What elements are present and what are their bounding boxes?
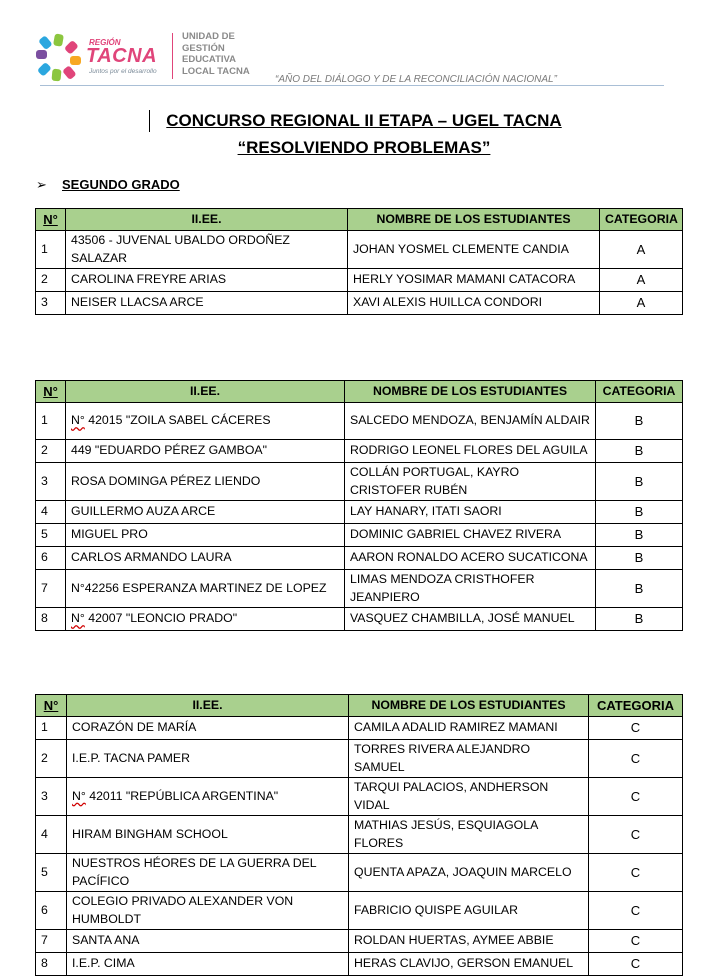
row-no: 3: [36, 463, 66, 501]
row-student: TORRES RIVERA ALEJANDRO SAMUEL: [349, 740, 589, 778]
row-student: SALCEDO MENDOZA, BENJAMÍN ALDAIR: [345, 403, 596, 440]
table-row: [36, 953, 683, 976]
ugel-name: UNIDAD DE GESTIÓN EDUCATIVA LOCAL TACNA: [182, 31, 250, 78]
row-no: 8: [36, 953, 67, 976]
row-category: C: [589, 717, 683, 740]
row-school: CARLOS ARMANDO LAURA: [66, 547, 345, 570]
row-category: C: [589, 892, 683, 930]
row-category: A: [600, 292, 683, 315]
row-student: RODRIGO LEONEL FLORES DEL AGUILA: [345, 440, 596, 463]
row-school: [66, 608, 345, 631]
row-student: JOHAN YOSMEL CLEMENTE CANDIA: [348, 231, 600, 269]
logo-region-text: REGIÓN: [89, 38, 121, 47]
row-no: 7: [36, 930, 67, 953]
row-category: C: [589, 816, 683, 854]
row-category: C: [589, 854, 683, 892]
row-category: C: [589, 778, 683, 816]
table-row: [36, 778, 683, 816]
document-title: CONCURSO REGIONAL II ETAPA – UGEL TACNA: [166, 111, 562, 130]
bullet-arrow-icon: ➢: [36, 177, 47, 192]
row-school: [67, 778, 349, 816]
col-header-category: CATEGORIA: [589, 695, 683, 717]
row-school: 449 "EDUARDO PÉREZ GAMBOA": [66, 440, 345, 463]
row-no: 6: [36, 547, 66, 570]
row-student: LAY HANARY, ITATI SAORI: [345, 501, 596, 524]
row-no: 3: [36, 292, 66, 315]
row-school: HIRAM BINGHAM SCHOOL: [67, 816, 349, 854]
row-student: CAMILA ADALID RAMIREZ MAMANI: [349, 717, 589, 740]
row-student: HERLY YOSIMAR MAMANI CATACORA: [348, 269, 600, 292]
row-no: 2: [36, 269, 66, 292]
row-category: C: [589, 953, 683, 976]
table-header-row: [36, 695, 683, 717]
row-student: DOMINIC GABRIEL CHAVEZ RIVERA: [345, 524, 596, 547]
row-no: 1: [36, 403, 66, 440]
table-row: [36, 816, 683, 854]
row-school: COLEGIO PRIVADO ALEXANDER VON HUMBOLDT: [67, 892, 349, 930]
row-no: 3: [36, 778, 67, 816]
table-row: [36, 292, 683, 315]
results-table-category-c: [35, 694, 683, 976]
col-header-category: CATEGORIA: [600, 209, 683, 231]
letterhead: [0, 0, 728, 90]
row-category: C: [589, 740, 683, 778]
header-rule: [40, 85, 664, 86]
col-header-students: NOMBRE DE LOS ESTUDIANTES: [348, 209, 600, 231]
results-table-category-a: [35, 208, 683, 315]
row-school: 43506 - JUVENAL UBALDO ORDOÑEZ SALAZAR: [66, 231, 348, 269]
school-name: 42011 "REPÚBLICA ARGENTINA": [85, 788, 279, 803]
logo-tagline: Juntos por el desarrollo: [89, 68, 157, 75]
row-student: MATHIAS JESÚS, ESQUIAGOLA FLORES: [349, 816, 589, 854]
table-row: [36, 854, 683, 892]
row-category: B: [596, 570, 683, 608]
col-header-category: CATEGORIA: [596, 381, 683, 403]
grade-label: SEGUNDO GRADO: [62, 177, 180, 192]
row-school: CORAZÓN DE MARÍA: [67, 717, 349, 740]
table-header-row: [36, 209, 683, 231]
col-header-school: II.EE.: [66, 209, 348, 231]
row-no: 5: [36, 854, 67, 892]
row-no: 6: [36, 892, 67, 930]
school-name: 42015 "ZOILA SABEL CÁCERES: [84, 413, 271, 428]
col-header-no: N°: [36, 209, 66, 231]
row-school: CAROLINA FREYRE ARIAS: [66, 269, 348, 292]
row-student: TARQUI PALACIOS, ANDHERSON VIDAL: [349, 778, 589, 816]
school-prefix: N°: [71, 413, 85, 428]
school-name: 42007 "LEONCIO PRADO": [84, 611, 238, 626]
row-school: NEISER LLACSA ARCE: [66, 292, 348, 315]
table-row: [36, 717, 683, 740]
row-category: C: [589, 930, 683, 953]
table-row: [36, 501, 683, 524]
table-row: [36, 892, 683, 930]
logo-name-text: TACNA: [86, 45, 158, 67]
table-row: [36, 440, 683, 463]
row-no: 8: [36, 608, 66, 631]
col-header-no: N°: [36, 695, 67, 717]
row-student: AARON RONALDO ACERO SUCATICONA: [345, 547, 596, 570]
row-student: HERAS CLAVIJO, GERSON EMANUEL: [349, 953, 589, 976]
row-category: B: [596, 501, 683, 524]
row-no: 2: [36, 740, 67, 778]
row-no: 4: [36, 501, 66, 524]
row-student: QUENTA APAZA, JOAQUIN MARCELO: [349, 854, 589, 892]
grade-heading: [36, 177, 180, 193]
region-tacna-logo-icon: [34, 32, 84, 82]
row-school: SANTA ANA: [67, 930, 349, 953]
row-student: FABRICIO QUISPE AGUILAR: [349, 892, 589, 930]
logo-divider: [172, 33, 173, 79]
row-school: GUILLERMO AUZA ARCE: [66, 501, 345, 524]
table-row: [36, 570, 683, 608]
row-school: [66, 403, 345, 440]
col-header-no: N°: [36, 381, 66, 403]
row-school: MIGUEL PRO: [66, 524, 345, 547]
table-row: [36, 231, 683, 269]
row-category: A: [600, 269, 683, 292]
year-motto: “AÑO DEL DIÁLOGO Y DE LA RECONCILIACIÓN NACIONAL”: [275, 74, 557, 85]
row-no: 1: [36, 717, 67, 740]
table-header-row: [36, 381, 683, 403]
results-table-category-b: [35, 380, 683, 631]
row-no: 5: [36, 524, 66, 547]
row-student: VASQUEZ CHAMBILLA, JOSÉ MANUEL: [345, 608, 596, 631]
col-header-school: II.EE.: [67, 695, 349, 717]
table-row: [36, 463, 683, 501]
table-row: [36, 524, 683, 547]
row-school: I.E.P. TACNA PAMER: [67, 740, 349, 778]
row-student: XAVI ALEXIS HUILLCA CONDORI: [348, 292, 600, 315]
row-category: B: [596, 608, 683, 631]
row-student: COLLÁN PORTUGAL, KAYRO CRISTOFER RUBÉN: [345, 463, 596, 501]
row-student: LIMAS MENDOZA CRISTHOFER JEANPIERO: [345, 570, 596, 608]
row-school: I.E.P. CIMA: [67, 953, 349, 976]
table-row: [36, 403, 683, 440]
row-school: N°42256 ESPERANZA MARTINEZ DE LOPEZ: [66, 570, 345, 608]
row-category: B: [596, 524, 683, 547]
row-category: B: [596, 463, 683, 501]
row-category: B: [596, 403, 683, 440]
school-prefix: N°: [71, 611, 85, 626]
table-row: [36, 740, 683, 778]
table-row: [36, 547, 683, 570]
document-subtitle: “RESOLVIENDO PROBLEMAS”: [237, 138, 491, 157]
row-category: B: [596, 440, 683, 463]
row-no: 7: [36, 570, 66, 608]
col-header-school: II.EE.: [66, 381, 345, 403]
row-school: NUESTROS HÉORES DE LA GUERRA DEL PACÍFICO: [67, 854, 349, 892]
row-category: B: [596, 547, 683, 570]
table-row: [36, 269, 683, 292]
row-student: ROLDAN HUERTAS, AYMEE ABBIE: [349, 930, 589, 953]
row-category: A: [600, 231, 683, 269]
row-school: ROSA DOMINGA PÉREZ LIENDO: [66, 463, 345, 501]
school-prefix: N°: [72, 788, 86, 803]
table-row: [36, 608, 683, 631]
row-no: 2: [36, 440, 66, 463]
row-no: 4: [36, 816, 67, 854]
col-header-students: NOMBRE DE LOS ESTUDIANTES: [345, 381, 596, 403]
row-no: 1: [36, 231, 66, 269]
col-header-students: NOMBRE DE LOS ESTUDIANTES: [349, 695, 589, 717]
table-row: [36, 930, 683, 953]
